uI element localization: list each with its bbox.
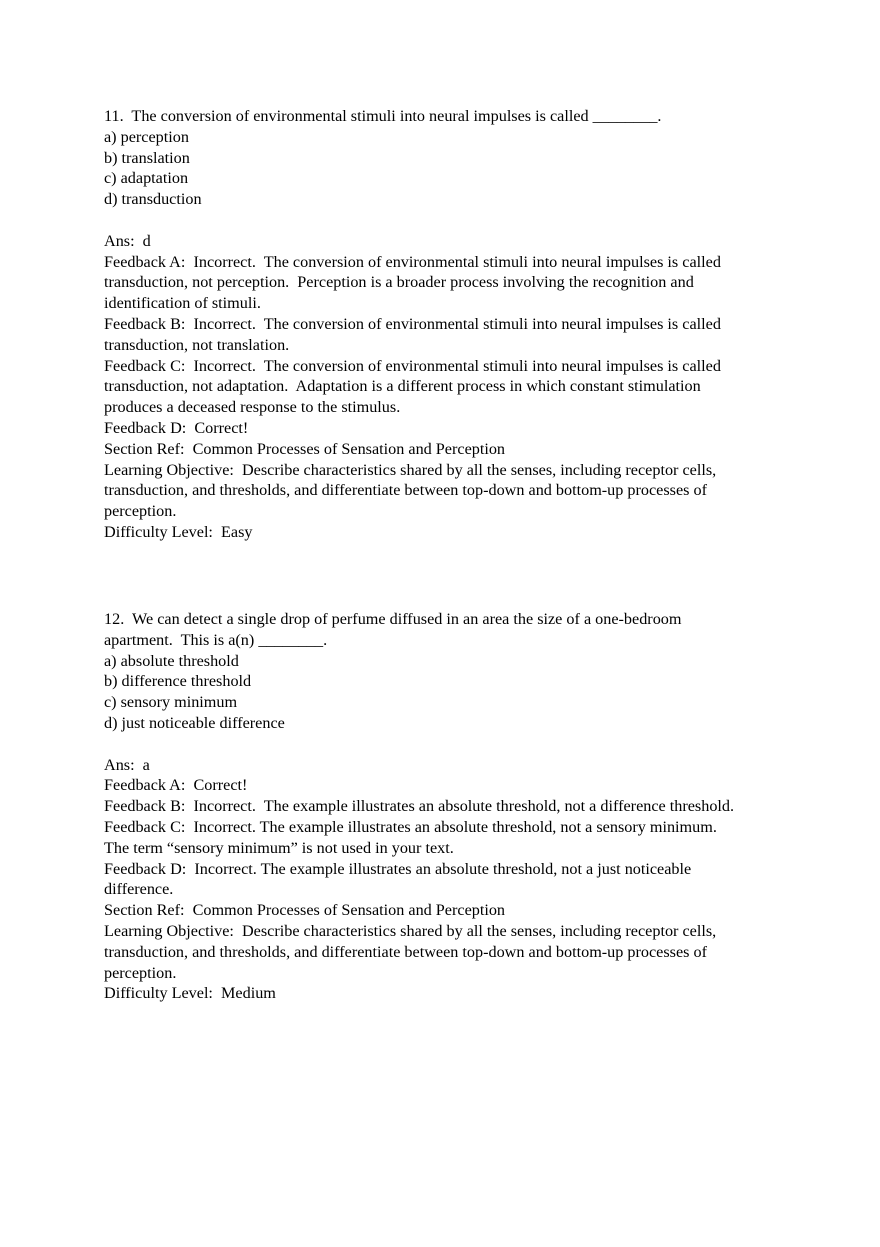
feedback-line: transduction, not adaptation. Adaptation is a different process in which constant stimulation xyxy=(104,377,701,396)
feedback-line: Feedback B: Incorrect. The conversion of environmental stimuli into neural impulses is called xyxy=(104,314,721,333)
feedback-line: Feedback C: Incorrect. The conversion of environmental stimuli into neural impulses is called xyxy=(104,356,721,375)
option-c: c) adaptation xyxy=(104,169,189,188)
option-d: d) just noticeable difference xyxy=(104,713,285,732)
answer-feedback xyxy=(104,755,794,1005)
question-block-11 xyxy=(104,106,794,543)
prompt-line: 11. The conversion of environmental stimuli into neural impulses is called ________. xyxy=(104,107,662,125)
difficulty-level: Difficulty Level: Medium xyxy=(104,984,276,1003)
feedback-line: Feedback A: Correct! xyxy=(104,776,248,795)
learning-objective: Learning Objective: Describe characteristics shared by all the senses, including receptor cells, xyxy=(104,921,717,940)
feedback-line: difference. xyxy=(104,880,174,899)
answer-key: Ans: a xyxy=(104,755,150,774)
blank-line xyxy=(104,734,794,755)
learning-objective: transduction, and thresholds, and differentiate between top-down and bottom-up processes of xyxy=(104,481,707,500)
option-a: a) absolute threshold xyxy=(104,651,239,670)
learning-objective: perception. xyxy=(104,502,177,521)
learning-objective: perception. xyxy=(104,963,177,982)
feedback-line: transduction, not translation. xyxy=(104,335,290,354)
feedback-line: Feedback A: Incorrect. The conversion of environmental stimuli into neural impulses is called xyxy=(104,252,721,271)
question-block-12 xyxy=(104,609,794,1004)
answer-key: Ans: d xyxy=(104,231,151,250)
prompt-line: 12. We can detect a single drop of perfume diffused in an area the size of a one-bedroom xyxy=(104,610,682,628)
feedback-line: Feedback D: Correct! xyxy=(104,418,249,437)
feedback-line: Feedback B: Incorrect. The example illustrates an absolute threshold, not a difference threshold. xyxy=(104,797,735,816)
option-a: a) perception xyxy=(104,127,189,146)
option-b: b) difference threshold xyxy=(104,672,252,691)
feedback-line: The term “sensory minimum” is not used in your text. xyxy=(104,838,454,857)
answer-feedback xyxy=(104,231,794,543)
option-d: d) transduction xyxy=(104,190,202,209)
feedback-line: Feedback D: Incorrect. The example illustrates an absolute threshold, not a just noticeable xyxy=(104,859,692,878)
feedback-line: transduction, not perception. Perception is a broader process involving the recognition and xyxy=(104,273,694,292)
feedback-line: produces a deceased response to the stimulus. xyxy=(104,398,401,417)
blank-line xyxy=(104,210,794,231)
answer-options xyxy=(104,127,794,210)
prompt-line: apartment. This is a(n) ________. xyxy=(104,630,328,649)
learning-objective: transduction, and thresholds, and differentiate between top-down and bottom-up processes of xyxy=(104,942,707,961)
section-ref: Section Ref: Common Processes of Sensation and Perception xyxy=(104,439,506,458)
section-ref: Section Ref: Common Processes of Sensation and Perception xyxy=(104,901,506,920)
question-prompt xyxy=(104,609,794,651)
feedback-line: identification of stimuli. xyxy=(104,294,261,313)
question-prompt xyxy=(104,106,794,127)
difficulty-level: Difficulty Level: Easy xyxy=(104,522,253,541)
option-b: b) translation xyxy=(104,148,190,167)
feedback-line: Feedback C: Incorrect. The example illustrates an absolute threshold, not a sensory minimum. xyxy=(104,817,717,836)
learning-objective: Learning Objective: Describe characteristics shared by all the senses, including receptor cells, xyxy=(104,460,717,479)
option-c: c) sensory minimum xyxy=(104,693,238,712)
answer-options xyxy=(104,651,794,734)
